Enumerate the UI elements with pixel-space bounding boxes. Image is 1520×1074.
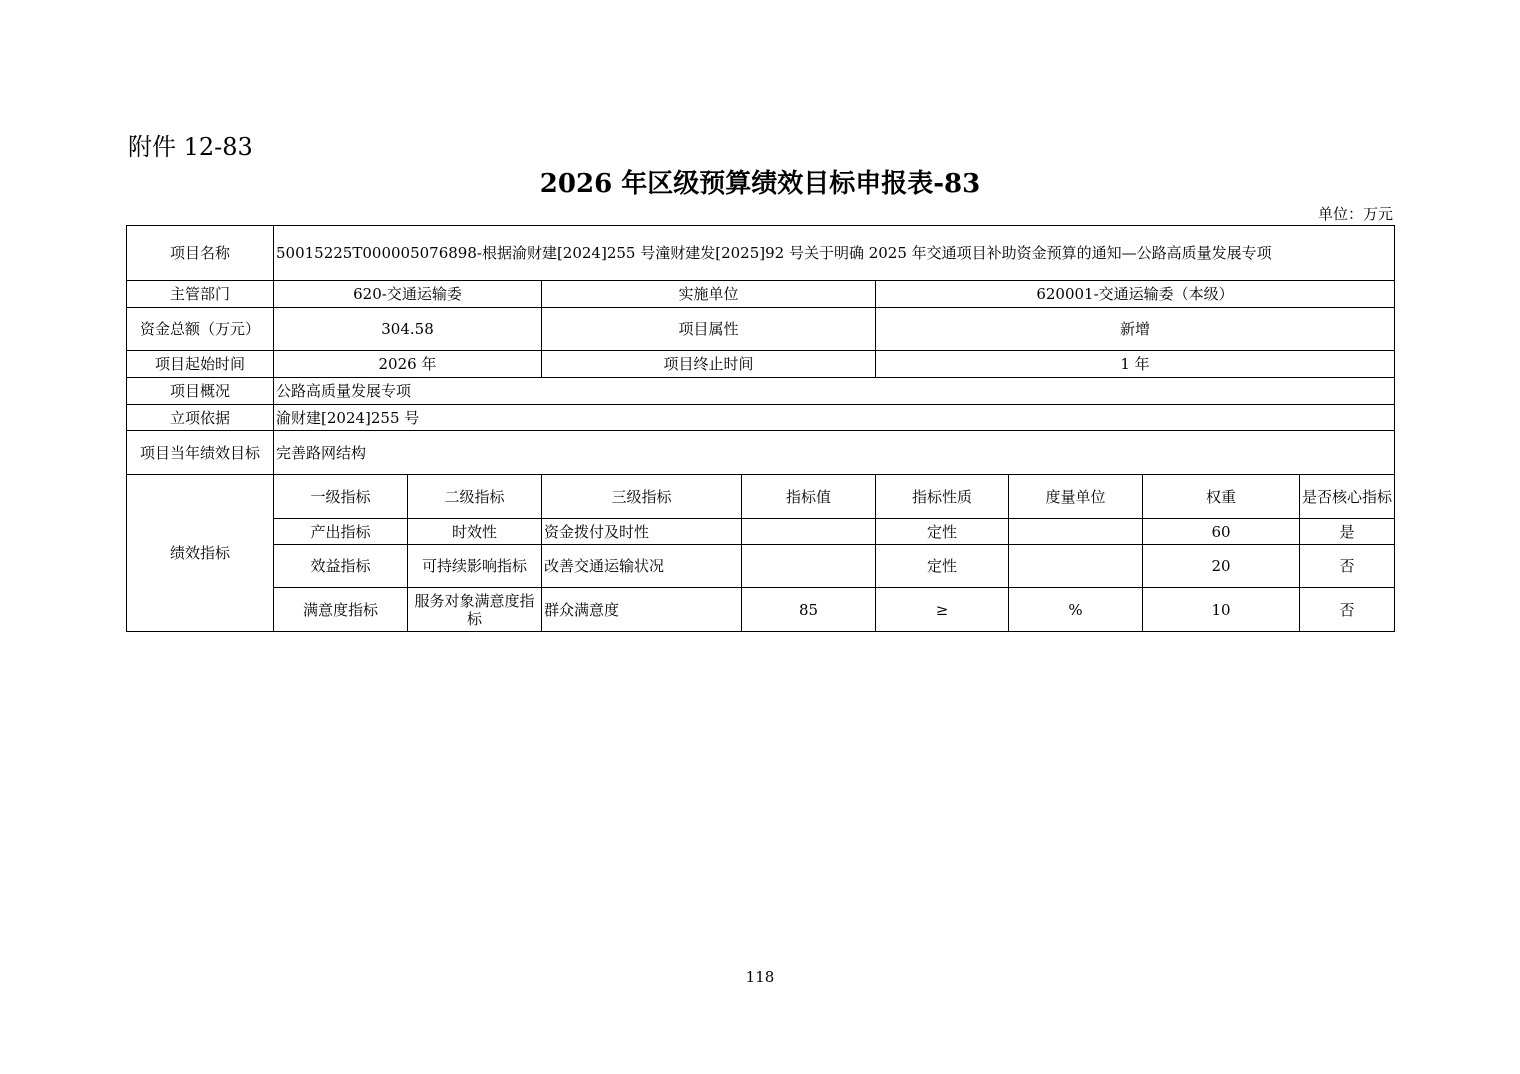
indicator-cell xyxy=(1009,545,1143,588)
project-name-label: 项目名称 xyxy=(127,226,274,281)
project-attribute-label: 项目属性 xyxy=(542,308,876,351)
project-attribute-value: 新增 xyxy=(876,308,1395,351)
indicator-cell xyxy=(1009,519,1143,545)
indicator-cell: 满意度指标 xyxy=(274,588,408,632)
total-fund-label: 资金总额（万元） xyxy=(127,308,274,351)
table-row xyxy=(127,475,1395,519)
indicator-cell: 否 xyxy=(1300,588,1395,632)
column-header: 度量单位 xyxy=(1009,475,1143,519)
indicator-cell: 是 xyxy=(1300,519,1395,545)
table-row xyxy=(127,405,1395,431)
indicator-cell: 改善交通运输状况 xyxy=(542,545,742,588)
table-row xyxy=(127,351,1395,378)
implementing-unit-value: 620001-交通运输委（本级） xyxy=(876,281,1395,308)
overview-value: 公路高质量发展专项 xyxy=(274,378,1395,405)
overview-label: 项目概况 xyxy=(127,378,274,405)
indicator-cell: 产出指标 xyxy=(274,519,408,545)
indicator-cell: 资金拨付及时性 xyxy=(542,519,742,545)
indicator-cell: 20 xyxy=(1143,545,1300,588)
column-header: 一级指标 xyxy=(274,475,408,519)
annual-goal-label: 项目当年绩效目标 xyxy=(127,431,274,475)
column-header: 指标性质 xyxy=(876,475,1009,519)
table-row xyxy=(127,308,1395,351)
indicator-cell xyxy=(742,519,876,545)
indicator-cell: 群众满意度 xyxy=(542,588,742,632)
indicator-cell: 效益指标 xyxy=(274,545,408,588)
indicator-cell: ≥ xyxy=(876,588,1009,632)
indicator-cell: 否 xyxy=(1300,545,1395,588)
indicators-section-label: 绩效指标 xyxy=(127,475,274,632)
indicator-row xyxy=(127,519,1395,545)
department-label: 主管部门 xyxy=(127,281,274,308)
end-time-value: 1 年 xyxy=(876,351,1395,378)
total-fund-value: 304.58 xyxy=(274,308,542,351)
column-header: 权重 xyxy=(1143,475,1300,519)
indicator-cell: 定性 xyxy=(876,545,1009,588)
project-name-value: 50015225T000005076898-根据渝财建[2024]255 号潼财建发[2025]92 号关于明确 2025 年交通项目补助资金预算的通知—公路高质量发展专项 xyxy=(274,226,1395,281)
annual-goal-value: 完善路网结构 xyxy=(274,431,1395,475)
indicator-cell: 时效性 xyxy=(408,519,542,545)
page-title: 2026 年区级预算绩效目标申报表-83 xyxy=(539,169,981,199)
performance-target-table xyxy=(126,225,1395,632)
implementing-unit-label: 实施单位 xyxy=(542,281,876,308)
start-time-label: 项目起始时间 xyxy=(127,351,274,378)
indicator-cell: 服务对象满意度指标 xyxy=(408,588,542,632)
indicator-cell xyxy=(742,545,876,588)
column-header: 指标值 xyxy=(742,475,876,519)
department-value: 620-交通运输委 xyxy=(274,281,542,308)
page-number: 118 xyxy=(745,968,775,986)
basis-value: 渝财建[2024]255 号 xyxy=(274,405,1395,431)
attachment-label: 附件 12-83 xyxy=(128,133,253,161)
unit-label: 单位：万元 xyxy=(1317,205,1393,223)
indicator-row xyxy=(127,545,1395,588)
indicator-cell: 60 xyxy=(1143,519,1300,545)
table-row xyxy=(127,226,1395,281)
indicator-cell: 可持续影响指标 xyxy=(408,545,542,588)
indicator-cell: 85 xyxy=(742,588,876,632)
table-row xyxy=(127,431,1395,475)
start-time-value: 2026 年 xyxy=(274,351,542,378)
indicator-cell: 定性 xyxy=(876,519,1009,545)
indicator-row xyxy=(127,588,1395,632)
table-row xyxy=(127,281,1395,308)
column-header: 三级指标 xyxy=(542,475,742,519)
column-header: 是否核心指标 xyxy=(1300,475,1395,519)
indicator-cell: % xyxy=(1009,588,1143,632)
basis-label: 立项依据 xyxy=(127,405,274,431)
column-header: 二级指标 xyxy=(408,475,542,519)
table-row xyxy=(127,378,1395,405)
end-time-label: 项目终止时间 xyxy=(542,351,876,378)
indicator-cell: 10 xyxy=(1143,588,1300,632)
